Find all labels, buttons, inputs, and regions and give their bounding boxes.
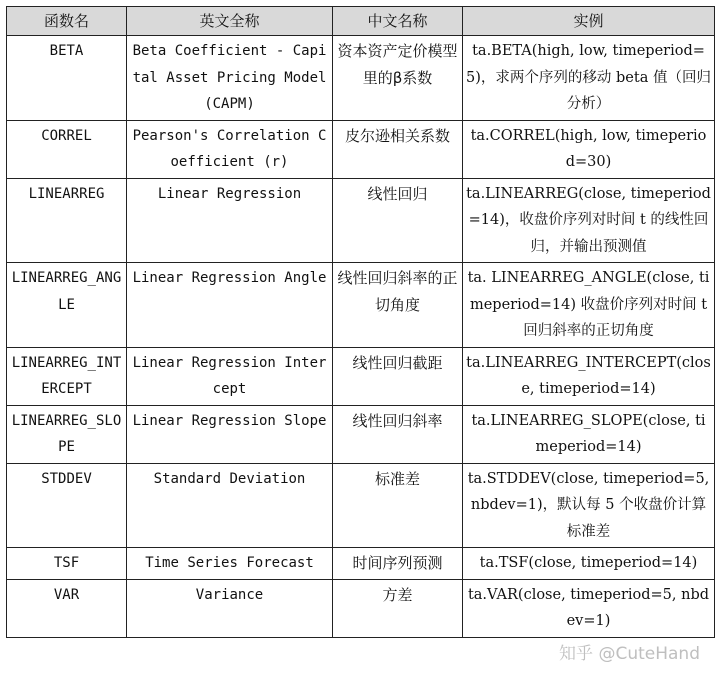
cell-function-name: VAR xyxy=(7,579,127,637)
cell-chinese-name: 线性回归斜率 xyxy=(333,405,463,463)
cell-chinese-name: 皮尔逊相关系数 xyxy=(333,120,463,178)
cell-chinese-name: 线性回归截距 xyxy=(333,347,463,405)
table-row xyxy=(7,579,715,637)
header-example: 实例 xyxy=(463,7,715,36)
cell-chinese-name: 时间序列预测 xyxy=(333,548,463,580)
cell-chinese-name: 线性回归 xyxy=(333,178,463,263)
table-row xyxy=(7,178,715,263)
table-row xyxy=(7,36,715,121)
cell-english-name: Linear Regression Intercept xyxy=(127,347,333,405)
cell-function-name: LINEARREG_SLOPE xyxy=(7,405,127,463)
table-row xyxy=(7,263,715,348)
cell-english-name: Time Series Forecast xyxy=(127,548,333,580)
table-row xyxy=(7,120,715,178)
header-chinese-name: 中文名称 xyxy=(333,7,463,36)
function-table xyxy=(6,6,715,638)
table-row xyxy=(7,347,715,405)
table-row xyxy=(7,548,715,580)
cell-english-name: Variance xyxy=(127,579,333,637)
cell-example: ta.VAR(close, timeperiod=5, nbdev=1) xyxy=(463,579,715,637)
cell-function-name: LINEARREG_INTERCEPT xyxy=(7,347,127,405)
cell-function-name: TSF xyxy=(7,548,127,580)
cell-function-name: CORREL xyxy=(7,120,127,178)
table-row xyxy=(7,463,715,548)
cell-example: ta.LINEARREG(close, timeperiod=14)，收盘价序列对时间 t 的线性回归，并输出预测值 xyxy=(463,178,715,263)
cell-english-name: Standard Deviation xyxy=(127,463,333,548)
cell-example: ta. LINEARREG_ANGLE(close, timeperiod=14) 收盘价序列对时间 t 回归斜率的正切角度 xyxy=(463,263,715,348)
header-function-name: 函数名 xyxy=(7,7,127,36)
cell-english-name: Linear Regression xyxy=(127,178,333,263)
cell-english-name: Beta Coefficient - Capital Asset Pricing Model (CAPM) xyxy=(127,36,333,121)
cell-example: ta.CORREL(high, low, timeperiod=30) xyxy=(463,120,715,178)
cell-english-name: Pearson's Correlation Coefficient (r) xyxy=(127,120,333,178)
cell-chinese-name: 资本资产定价模型里的β系数 xyxy=(333,36,463,121)
cell-chinese-name: 线性回归斜率的正切角度 xyxy=(333,263,463,348)
table-header-row xyxy=(7,7,715,36)
watermark: 知乎 @CuteHand xyxy=(559,644,700,664)
cell-function-name: STDDEV xyxy=(7,463,127,548)
header-english-name: 英文全称 xyxy=(127,7,333,36)
cell-function-name: LINEARREG xyxy=(7,178,127,263)
cell-example: ta.TSF(close, timeperiod=14) xyxy=(463,548,715,580)
cell-example: ta.BETA(high, low, timeperiod=5)，求两个序列的移动 beta 值（回归分析） xyxy=(463,36,715,121)
cell-example: ta.STDDEV(close, timeperiod=5, nbdev=1)，默认每 5 个收盘价计算标准差 xyxy=(463,463,715,548)
cell-chinese-name: 标准差 xyxy=(333,463,463,548)
cell-function-name: BETA xyxy=(7,36,127,121)
cell-chinese-name: 方差 xyxy=(333,579,463,637)
table-row xyxy=(7,405,715,463)
cell-example: ta.LINEARREG_INTERCEPT(close, timeperiod=14) xyxy=(463,347,715,405)
cell-example: ta.LINEARREG_SLOPE(close, timeperiod=14) xyxy=(463,405,715,463)
cell-english-name: Linear Regression Slope xyxy=(127,405,333,463)
cell-english-name: Linear Regression Angle xyxy=(127,263,333,348)
cell-function-name: LINEARREG_ANGLE xyxy=(7,263,127,348)
